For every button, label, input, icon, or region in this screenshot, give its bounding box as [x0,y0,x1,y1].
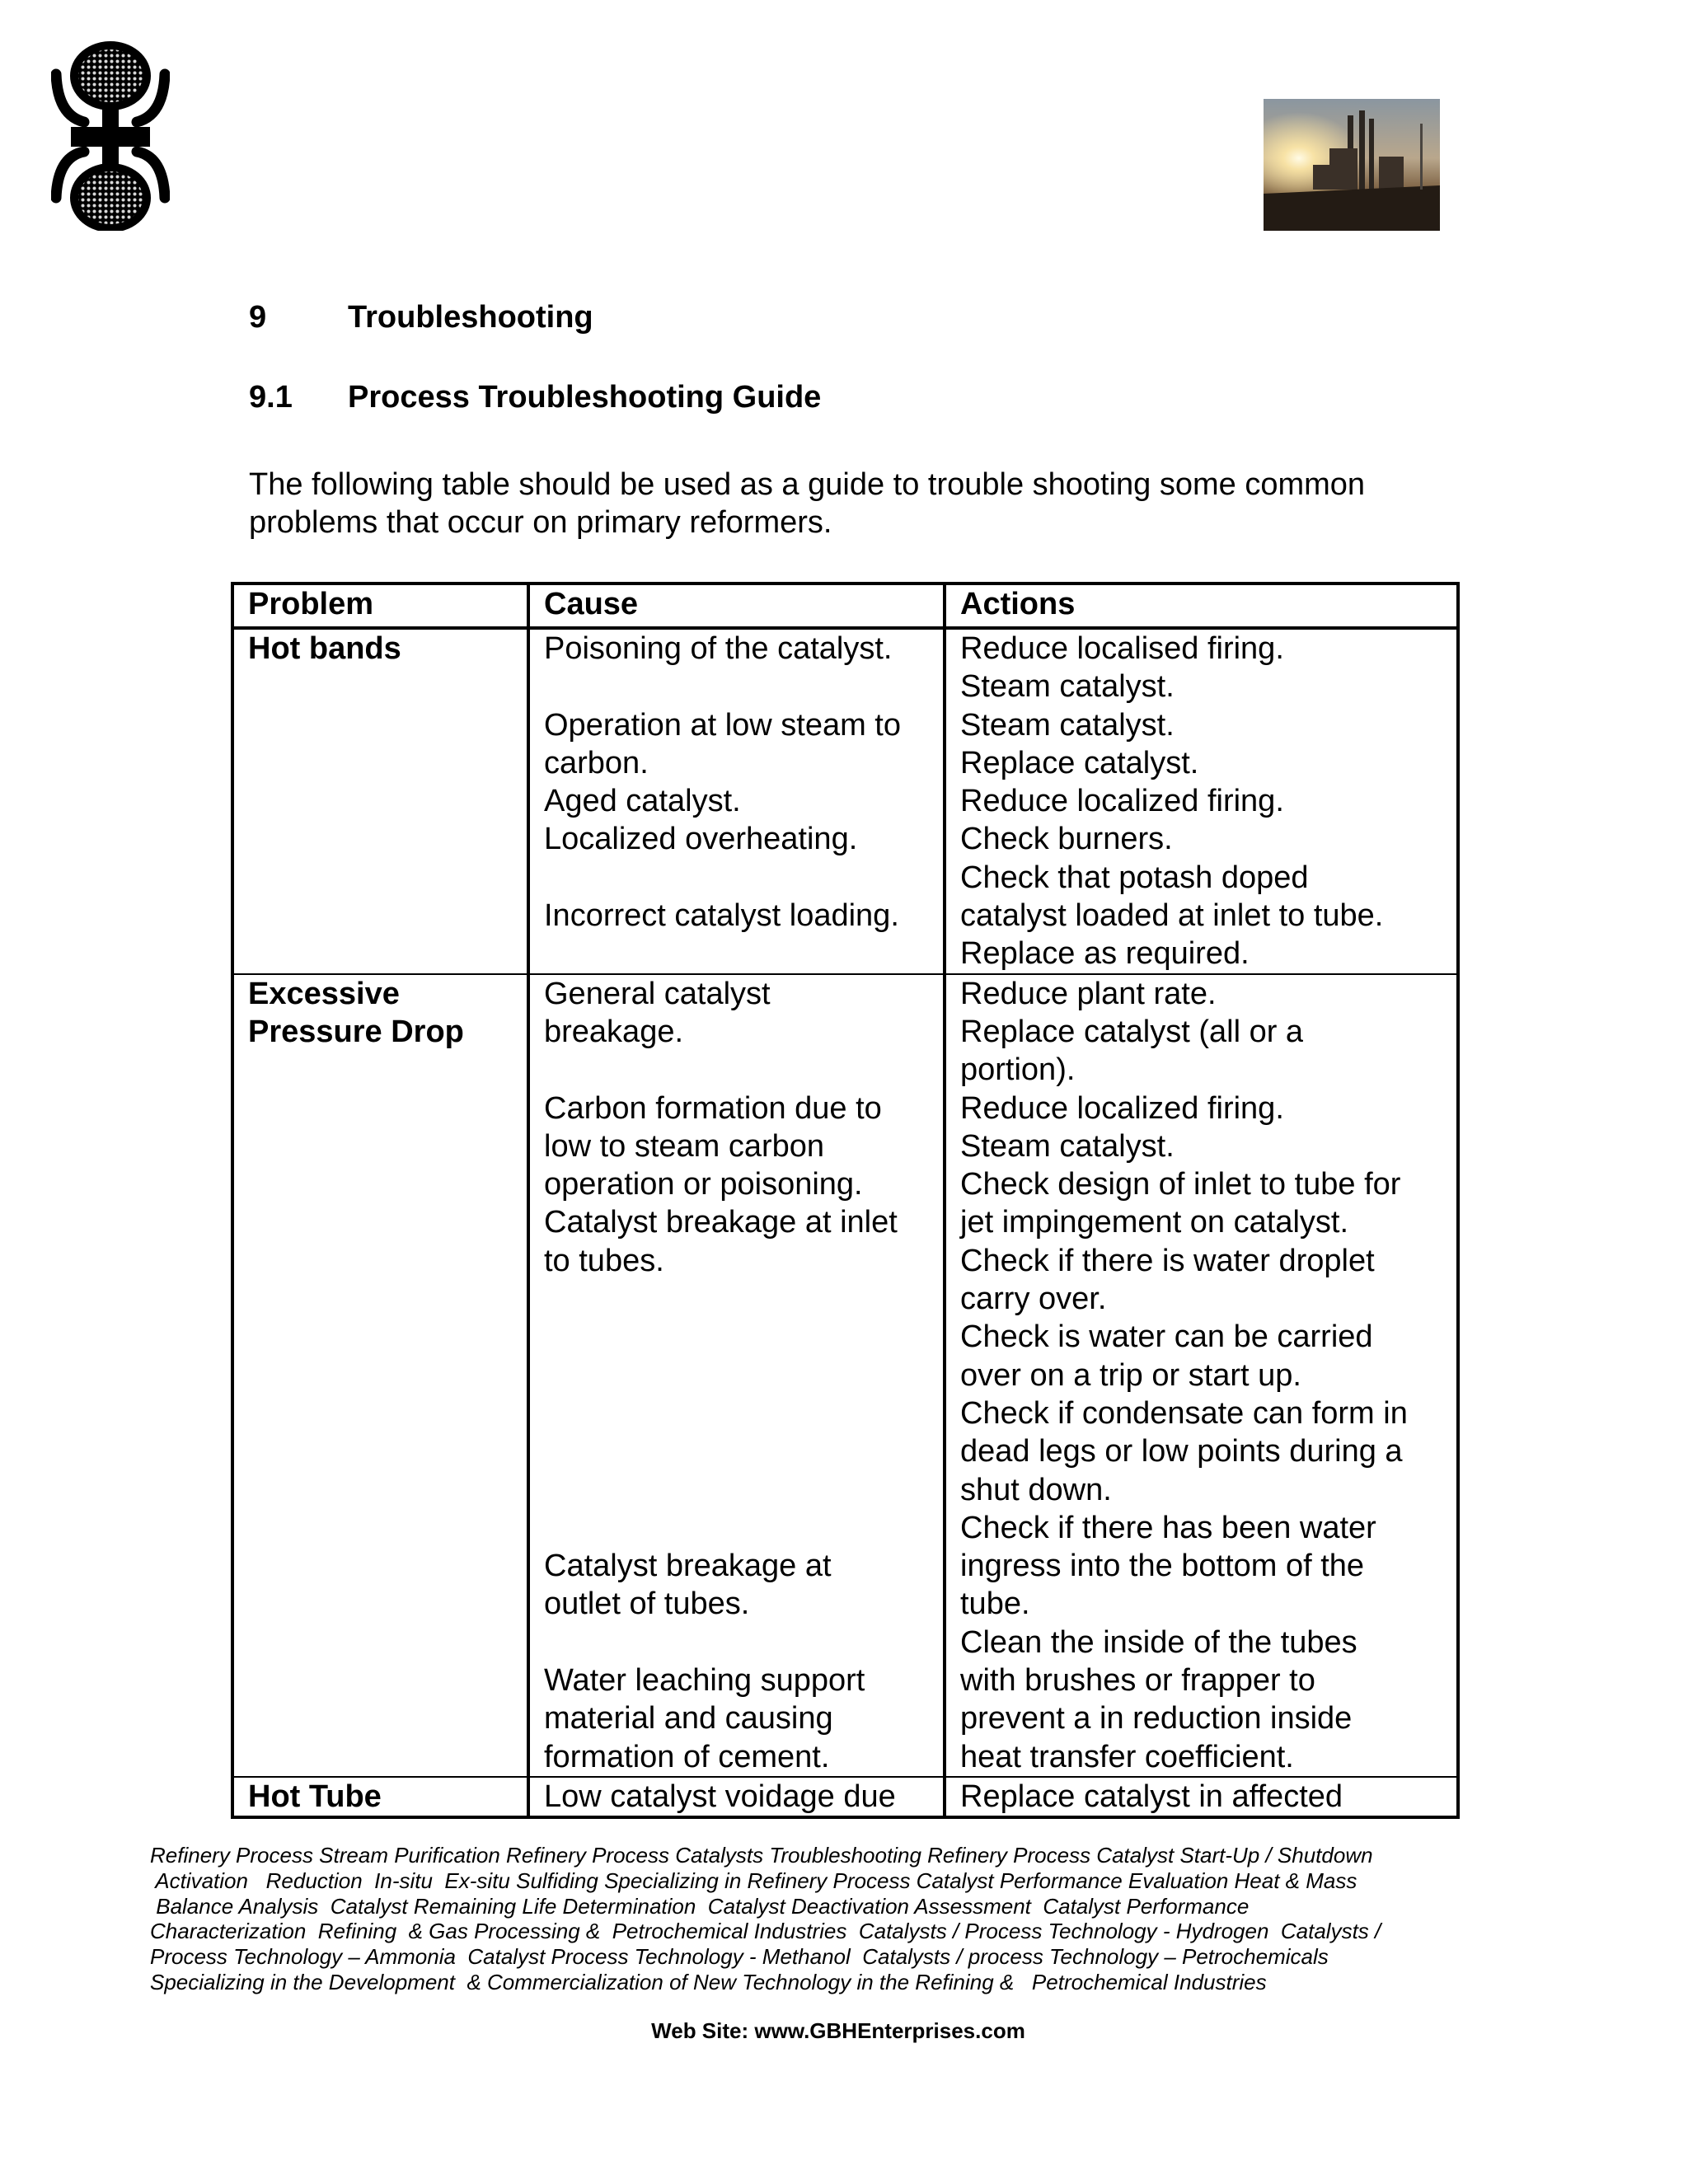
cause-text: General catalyst [544,976,771,1011]
problem-text: Hot bands [248,631,401,666]
cause-text: Catalyst breakage at [544,1549,832,1584]
header-actions: Actions [945,583,1458,628]
cause-text: low to steam carbon [544,1128,825,1164]
refinery-sunset-photo [1264,99,1440,231]
cause-text: material and causing [544,1701,833,1736]
action-text: Check that potash doped [960,860,1309,895]
cause-cell [528,1777,945,1817]
problem-text: Hot Tube [248,1779,382,1814]
cause-text: outlet of tubes. [544,1586,750,1622]
cause-cell [528,974,945,1777]
problem-text: Excessive [248,976,400,1011]
action-text: Steam catalyst. [960,1128,1175,1164]
problem-cell [232,628,528,974]
footer-line: Refinery Process Stream Purification Refinery Process Catalysts Troubleshooting Refinery Process Catalyst Start-Up / Shutdown [150,1843,1373,1868]
footer-line: Activation Reduction In-situ Ex-situ Sulfiding Specializing in Refinery Process Catalyst Performance Evaluation Heat & Mass [150,1868,1357,1893]
cause-text: to tubes. [544,1243,664,1278]
intro-line: problems that occur on primary reformers. [249,505,832,540]
action-text: Check is water can be carried [960,1319,1373,1355]
cause-text: formation of cement. [544,1739,830,1774]
actions-cell [945,1777,1458,1817]
actions-cell [945,974,1458,1777]
action-text: portion). [960,1052,1076,1088]
footer-line: Specializing in the Development & Commercialization of New Technology in the Refining & Petrochemical Industries [150,1969,1267,1994]
intro-paragraph [249,466,1469,541]
problem-cell [232,974,528,1777]
action-text: Reduce localised firing. [960,631,1284,666]
section-title: Troubleshooting [348,300,593,335]
company-emblem-icon [51,41,170,231]
cause-cell [528,628,945,974]
action-text: carry over. [960,1282,1107,1317]
cause-text: Aged catalyst. [544,784,741,819]
footer-line: Balance Analysis Catalyst Remaining Life Determination Catalyst Deactivation Assessment Catalyst Performance [150,1893,1250,1919]
action-text: Replace catalyst (all or a [960,1014,1304,1049]
troubleshooting-table [231,582,1460,1819]
section-heading [249,300,593,335]
action-text: Steam catalyst. [960,707,1175,743]
spacer [544,1318,931,1356]
subsection-number: 9.1 [249,380,293,415]
problem-cell [232,1777,528,1817]
action-text: Clean the inside of the tubes [960,1624,1357,1660]
spacer [544,668,931,705]
subsection-title: Process Troubleshooting Guide [348,380,822,415]
table-row [232,628,1458,974]
action-text: with brushes or frapper to [960,1663,1315,1699]
action-text: Check if condensate can form in [960,1395,1408,1431]
table-header-row [232,583,1458,628]
table-row [232,1777,1458,1817]
spacer [544,1509,931,1547]
table-row [232,974,1458,1777]
cause-text: Incorrect catalyst loading. [544,898,899,934]
spacer [544,859,931,897]
subsection-heading [249,380,821,415]
cause-text: Catalyst breakage at inlet [544,1205,898,1240]
cause-text: Carbon formation due to [544,1090,882,1126]
action-text: Replace catalyst in affected [960,1779,1343,1814]
action-text: Replace catalyst. [960,745,1199,780]
spacer [544,1471,931,1509]
spacer [544,1357,931,1394]
spacer [544,1624,931,1661]
header-cause: Cause [528,583,945,628]
action-text: tube. [960,1586,1030,1622]
spacer [544,1051,931,1089]
footer-keywords [150,1843,1469,1995]
action-text: Reduce localized firing. [960,784,1284,819]
actions-cell [945,628,1458,974]
footer-line: Process Technology – Ammonia Catalyst Process Technology - Methanol Catalysts / process Technology – Petrochemicals [150,1944,1329,1970]
spacer [544,1280,931,1318]
action-text: Check design of inlet to tube for [960,1167,1401,1202]
spacer [544,1394,931,1432]
action-text: catalyst loaded at inlet to tube. [960,898,1384,934]
action-text: prevent a in reduction inside [960,1701,1353,1736]
cause-text: Operation at low steam to [544,707,901,743]
action-text: jet impingement on catalyst. [960,1205,1349,1240]
action-text: Check if there has been water [960,1510,1376,1545]
cause-text: Localized overheating. [544,822,858,857]
cause-text: operation or poisoning. [544,1167,863,1202]
action-text: dead legs or low points during a [960,1434,1403,1469]
action-text: over on a trip or start up. [960,1357,1301,1393]
spacer [544,1432,931,1470]
action-text: ingress into the bottom of the [960,1549,1365,1584]
action-text: Check burners. [960,822,1173,857]
action-text: Reduce localized firing. [960,1090,1284,1126]
action-text: heat transfer coefficient. [960,1739,1294,1774]
cause-text: Low catalyst voidage due [544,1779,896,1814]
header-problem: Problem [232,583,528,628]
website-link[interactable]: Web Site: www.GBHEnterprises.com [651,2018,1025,2043]
cause-text: carbon. [544,745,649,780]
action-text: shut down. [960,1472,1112,1507]
intro-line: The following table should be used as a guide to trouble shooting some common [249,467,1366,502]
action-text: Replace as required. [960,936,1250,972]
footer-line: Characterization Refining & Gas Processing & Petrochemical Industries Catalysts / Process Technology - Hydrogen Catalysts / [150,1919,1381,1944]
problem-text: Pressure Drop [248,1014,464,1049]
action-text: Steam catalyst. [960,669,1175,705]
section-number: 9 [249,300,267,335]
cause-text: breakage. [544,1014,684,1049]
cause-text: Poisoning of the catalyst. [544,631,893,666]
cause-text: Water leaching support [544,1663,865,1699]
action-text: Check if there is water droplet [960,1243,1375,1278]
action-text: Reduce plant rate. [960,976,1217,1011]
